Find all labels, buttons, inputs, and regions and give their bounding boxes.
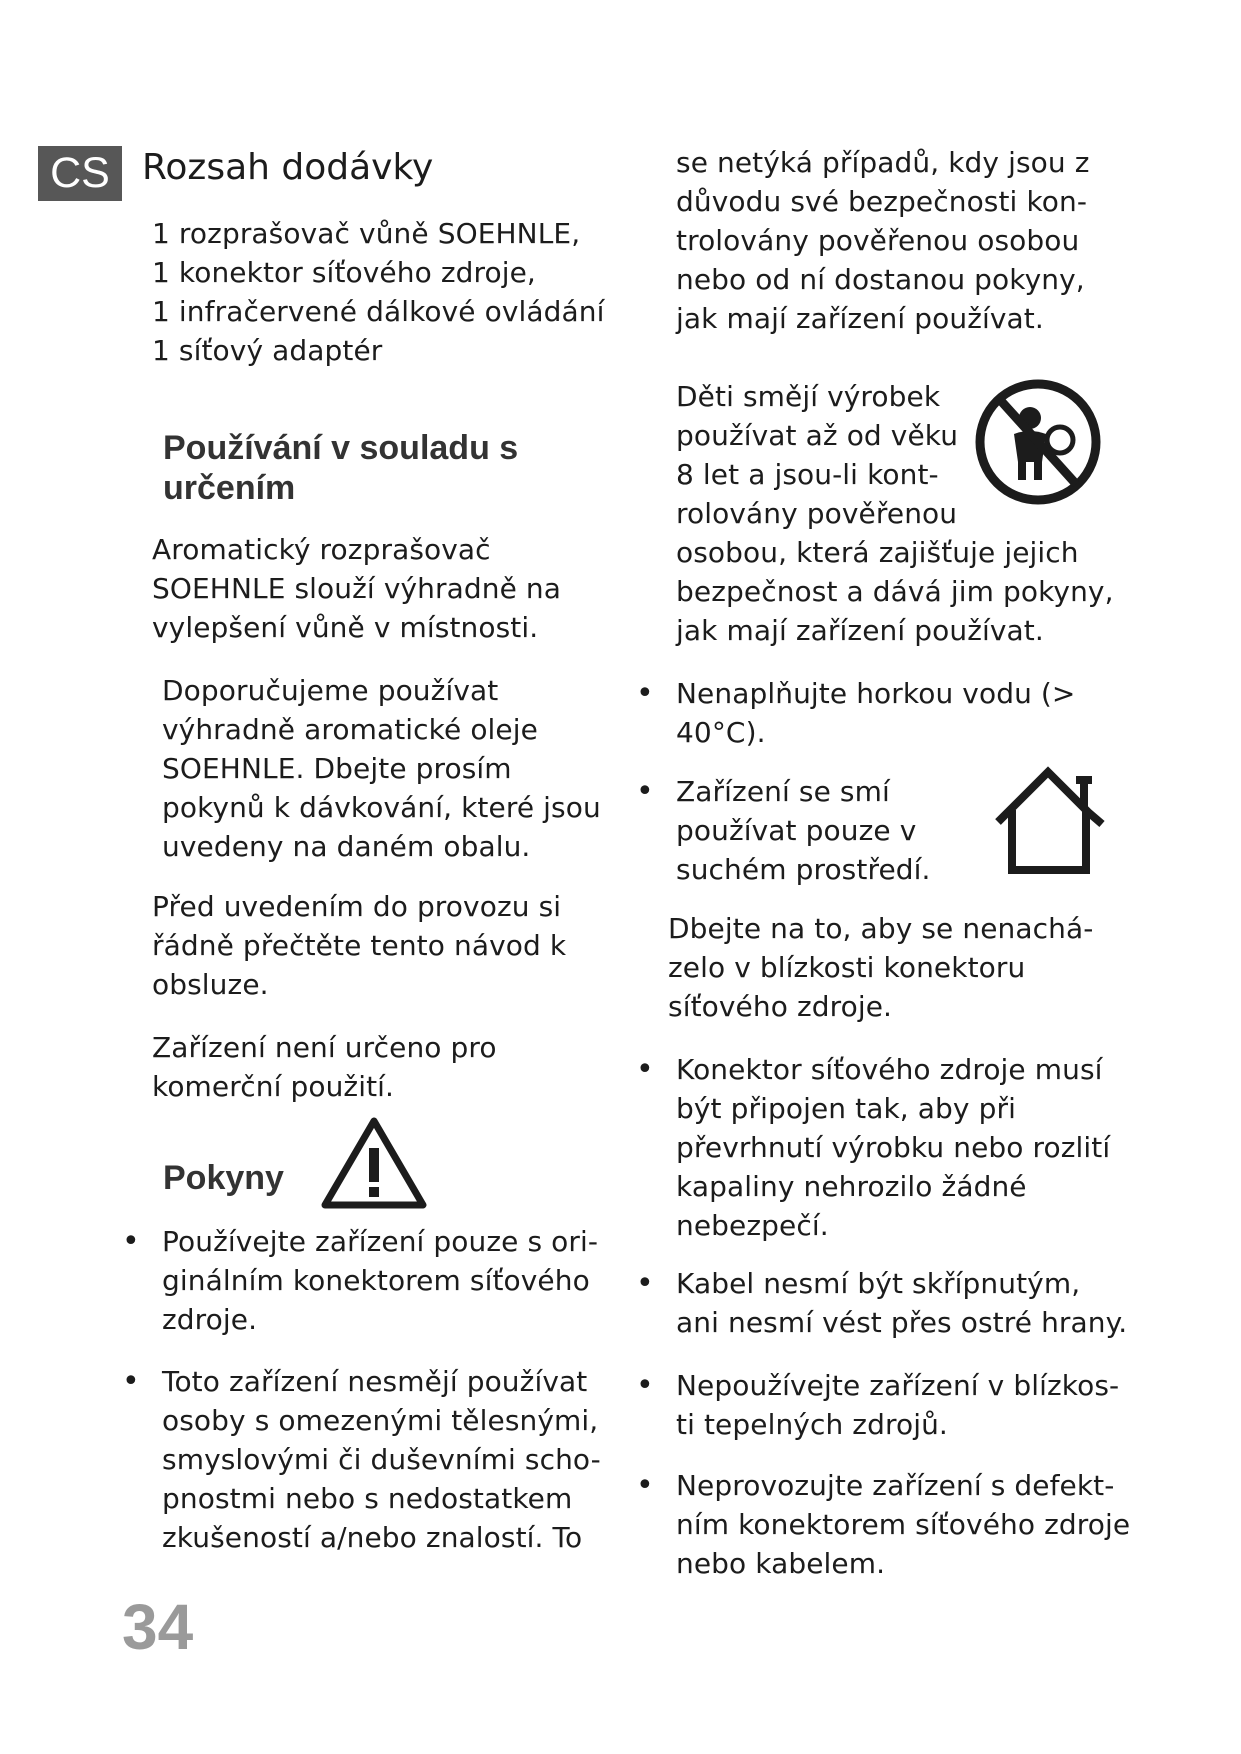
bullet-marker: • <box>636 774 654 809</box>
instruction-item: Kabel nesmí být skřípnutým, ani nesmí vést přes ostré hrany. <box>676 1267 1128 1339</box>
intended-use-paragraph: Aromatický rozprašovač SOEHNLE slouží výhradně na vylepšení vůně v místnosti. <box>152 533 562 644</box>
instruction-item: Nepoužívejte zařízení v blízkos- ti tepelných zdrojů. <box>676 1369 1120 1441</box>
instructions-heading: Pokyny <box>163 1159 284 1197</box>
instruction-item: Toto zařízení nesmějí používat osoby s omezenými tělesnými, smyslovými či duševními scho- pnostmi nebo s nedostatkem zkušeností a/nebo znalostí. To <box>162 1365 601 1554</box>
bullet-marker: • <box>122 1224 140 1259</box>
instruction-item: Konektor síťového zdroje musí být připojen tak, aby při převrhnutí výrobku nebo rozlití kapaliny nehrozilo žádné nebezpečí. <box>676 1053 1111 1242</box>
intended-use-heading: Používání v souladu s určením <box>163 429 519 507</box>
bullet-marker: • <box>636 676 654 711</box>
bullet-marker: • <box>636 1266 654 1301</box>
warning-triangle-icon <box>320 1116 428 1210</box>
language-badge: CS <box>38 146 122 201</box>
page-number: 34 <box>122 1591 194 1663</box>
bullet-marker: • <box>636 1052 654 1087</box>
instruction-continuation: se netýká případů, kdy jsou z důvodu své bezpečnosti kon- trolovány pověřenou osobou nebo od ní dostanou pokyny, jak mají zařízení používat. <box>676 146 1090 335</box>
delivery-items: 1 rozprašovač vůně SOEHNLE, 1 konektor síťového zdroje, 1 infračervené dálkové ovládání 1 síťový adaptér <box>152 217 605 367</box>
children-paragraph-rest: osobou, která zajišťuje jejich bezpečnost a dává jim pokyny, jak mají zařízení používat. <box>676 536 1114 647</box>
intended-use-paragraph: Zařízení není určeno pro komerční použití. <box>152 1031 497 1103</box>
bullet-marker: • <box>636 1368 654 1403</box>
house-icon <box>990 760 1112 876</box>
intended-use-paragraph: Před uvedením do provozu si řádně přečtěte tento návod k obsluze. <box>152 890 567 1001</box>
section-title: Rozsah dodávky <box>142 147 434 188</box>
bullet-marker: • <box>636 1468 654 1503</box>
no-children-icon <box>972 376 1104 508</box>
instruction-item: Zařízení se smí používat pouze v suchém prostředí. <box>676 775 931 886</box>
intended-use-paragraph: Doporučujeme používat výhradně aromatické oleje SOEHNLE. Dbejte prosím pokynů k dávkování, které jsou uvedeny na daném obalu. <box>162 674 601 863</box>
bullet-marker: • <box>122 1364 140 1399</box>
instruction-item: Nenaplňujte horkou vodu (> 40°C). <box>676 677 1076 749</box>
instruction-item: Neprovozujte zařízení s defekt- ním konektorem síťového zdroje nebo kabelem. <box>676 1469 1131 1580</box>
connector-access-note: Dbejte na to, aby se nenachá- zelo v blízkosti konektoru síťového zdroje. <box>668 912 1094 1023</box>
instruction-item: Používejte zařízení pouze s ori- ginálním konektorem síťového zdroje. <box>162 1225 599 1336</box>
children-paragraph-intro: Děti smějí výrobek používat až od věku 8 let a jsou-li kont- rolovány pověřenou <box>676 380 959 530</box>
